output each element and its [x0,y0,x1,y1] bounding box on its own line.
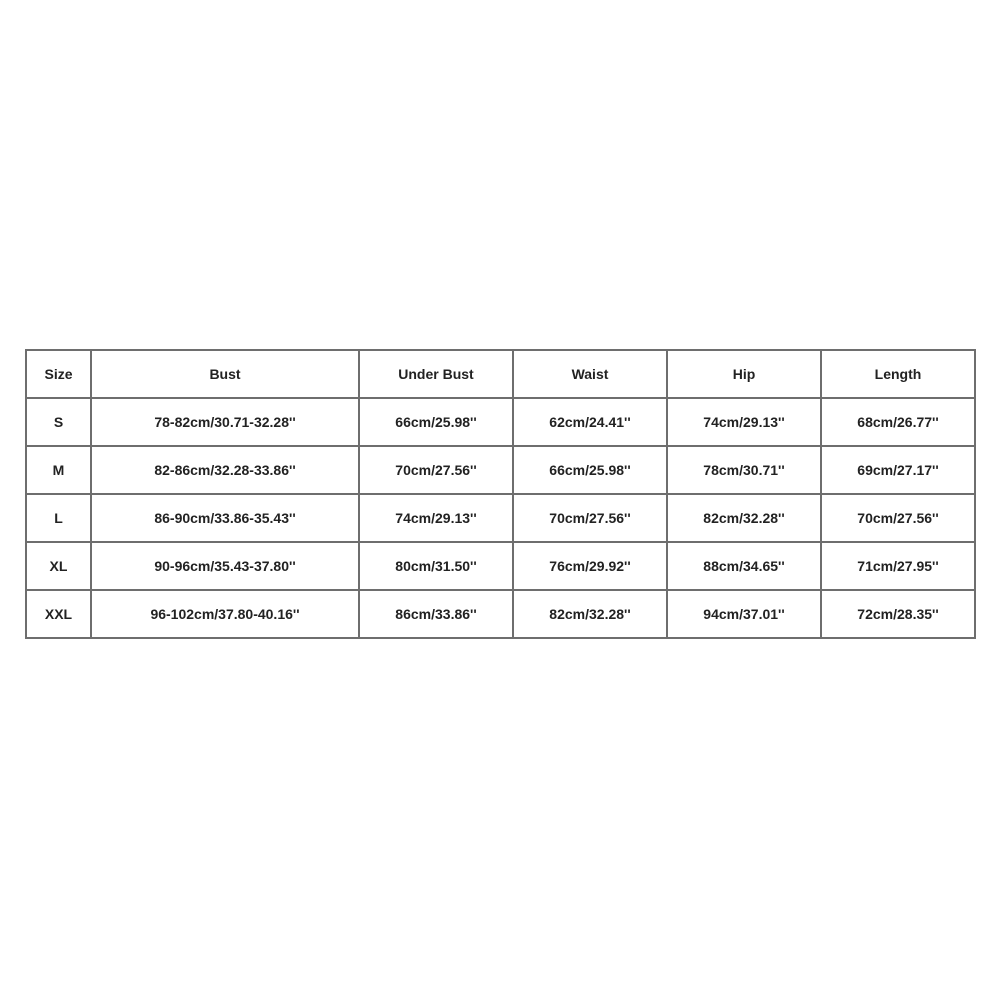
header-under-bust: Under Bust [359,350,513,398]
size-chart-table [25,349,976,639]
waist-cell: 82cm/32.28'' [513,590,667,638]
bust-cell: 82-86cm/32.28-33.86'' [91,446,359,494]
bust-cell: 90-96cm/35.43-37.80'' [91,542,359,590]
hip-cell: 94cm/37.01'' [667,590,821,638]
size-cell: XXL [26,590,91,638]
waist-cell: 62cm/24.41'' [513,398,667,446]
table-row [26,398,975,446]
header-hip: Hip [667,350,821,398]
size-cell: M [26,446,91,494]
hip-cell: 78cm/30.71'' [667,446,821,494]
under-bust-cell: 70cm/27.56'' [359,446,513,494]
length-cell: 70cm/27.56'' [821,494,975,542]
table-row [26,494,975,542]
waist-cell: 76cm/29.92'' [513,542,667,590]
table-row [26,446,975,494]
header-bust: Bust [91,350,359,398]
under-bust-cell: 74cm/29.13'' [359,494,513,542]
table-row [26,590,975,638]
length-cell: 71cm/27.95'' [821,542,975,590]
header-row [26,350,975,398]
bust-cell: 96-102cm/37.80-40.16'' [91,590,359,638]
header-length: Length [821,350,975,398]
length-cell: 69cm/27.17'' [821,446,975,494]
header-waist: Waist [513,350,667,398]
bust-cell: 86-90cm/33.86-35.43'' [91,494,359,542]
length-cell: 72cm/28.35'' [821,590,975,638]
hip-cell: 88cm/34.65'' [667,542,821,590]
size-cell: L [26,494,91,542]
length-cell: 68cm/26.77'' [821,398,975,446]
size-cell: S [26,398,91,446]
header-size: Size [26,350,91,398]
bust-cell: 78-82cm/30.71-32.28'' [91,398,359,446]
waist-cell: 70cm/27.56'' [513,494,667,542]
hip-cell: 82cm/32.28'' [667,494,821,542]
hip-cell: 74cm/29.13'' [667,398,821,446]
size-cell: XL [26,542,91,590]
waist-cell: 66cm/25.98'' [513,446,667,494]
under-bust-cell: 80cm/31.50'' [359,542,513,590]
table-row [26,542,975,590]
under-bust-cell: 86cm/33.86'' [359,590,513,638]
under-bust-cell: 66cm/25.98'' [359,398,513,446]
